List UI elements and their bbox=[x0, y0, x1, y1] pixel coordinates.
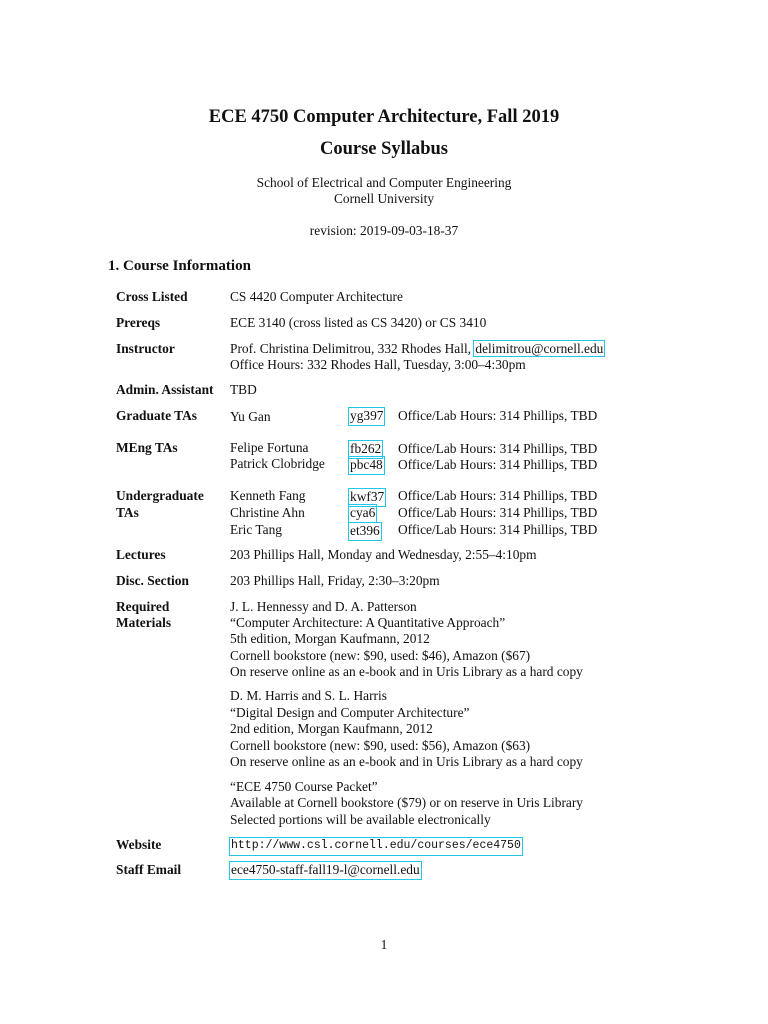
ta-netid-link[interactable]: cya6 bbox=[350, 505, 376, 520]
admin-label: Admin. Assistant bbox=[116, 382, 214, 397]
ugrad-tas-label-line2: TAs bbox=[116, 505, 139, 520]
grad-tas-label: Graduate TAs bbox=[116, 408, 197, 423]
instructor-email-link[interactable]: delimitrou@cornell.edu bbox=[475, 341, 604, 356]
course-subtitle: Course Syllabus bbox=[320, 139, 448, 159]
ugrad-tas-label-line1: Undergraduate bbox=[116, 488, 204, 503]
cross-listed-value: CS 4420 Computer Architecture bbox=[230, 289, 403, 304]
ta-name: Felipe Fortuna bbox=[230, 440, 309, 455]
book2-line: D. M. Harris and S. L. Harris bbox=[230, 688, 387, 703]
ta-netid-link[interactable]: et396 bbox=[350, 523, 380, 538]
revision-text: revision: 2019-09-03-18-37 bbox=[309, 223, 459, 238]
instructor-label: Instructor bbox=[116, 341, 175, 356]
ta-name: Kenneth Fang bbox=[230, 488, 306, 503]
instructor-office-hours: Office Hours: 332 Rhodes Hall, Tuesday, 3:00–4:30pm bbox=[230, 357, 526, 372]
prereqs-label: Prereqs bbox=[116, 315, 161, 330]
website-link[interactable]: http://www.csl.cornell.edu/courses/ece4750 bbox=[230, 838, 522, 855]
lectures-label: Lectures bbox=[116, 547, 166, 562]
ta-name: Patrick Clobridge bbox=[230, 456, 325, 471]
book1-line: J. L. Hennessy and D. A. Patterson bbox=[230, 599, 417, 614]
ta-hours: Office/Lab Hours: 314 Phillips, TBD bbox=[398, 522, 598, 537]
ta-hours: Office/Lab Hours: 314 Phillips, TBD bbox=[398, 505, 598, 520]
book1-line: 5th edition, Morgan Kaufmann, 2012 bbox=[230, 631, 430, 646]
book2-line: On reserve online as an e-book and in Uris Library as a hard copy bbox=[230, 754, 583, 769]
book2-line: 2nd edition, Morgan Kaufmann, 2012 bbox=[230, 721, 433, 736]
section-heading: 1. Course Information bbox=[108, 258, 251, 274]
ta-hours: Office/Lab Hours: 314 Phillips, TBD bbox=[398, 408, 598, 423]
instructor-line1 bbox=[230, 341, 604, 358]
book1-line: Cornell bookstore (new: $90, used: $46), Amazon ($67) bbox=[230, 648, 531, 663]
ta-name: Yu Gan bbox=[230, 409, 271, 424]
university-name: Cornell University bbox=[333, 191, 435, 206]
course-title: ECE 4750 Computer Architecture, Fall 2019 bbox=[208, 107, 560, 127]
ta-hours: Office/Lab Hours: 314 Phillips, TBD bbox=[398, 488, 598, 503]
admin-value: TBD bbox=[230, 382, 257, 397]
staff-email-label: Staff Email bbox=[116, 862, 182, 877]
materials-label-line1: Required bbox=[116, 599, 170, 614]
meng-tas-label: MEng TAs bbox=[116, 440, 178, 455]
cross-listed-label: Cross Listed bbox=[116, 289, 188, 304]
ta-netid-link[interactable]: fb262 bbox=[350, 441, 382, 456]
materials-label-line2: Materials bbox=[116, 615, 172, 630]
disc-section-label: Disc. Section bbox=[116, 573, 189, 588]
book1-line: “Computer Architecture: A Quantitative Approach” bbox=[230, 615, 506, 630]
book3-line: “ECE 4750 Course Packet” bbox=[230, 779, 378, 794]
ta-netid-link[interactable]: yg397 bbox=[350, 408, 384, 423]
ta-name: Christine Ahn bbox=[230, 505, 305, 520]
staff-email-link[interactable]: ece4750-staff-fall19-l@cornell.edu bbox=[231, 862, 420, 877]
ta-hours: Office/Lab Hours: 314 Phillips, TBD bbox=[398, 441, 598, 456]
ta-netid-link[interactable]: pbc48 bbox=[350, 457, 383, 472]
prereqs-value: ECE 3140 (cross listed as CS 3420) or CS 3410 bbox=[230, 315, 487, 330]
ta-hours: Office/Lab Hours: 314 Phillips, TBD bbox=[398, 457, 598, 472]
book2-line: Cornell bookstore (new: $90, used: $56), Amazon ($63) bbox=[230, 738, 531, 753]
lectures-value: 203 Phillips Hall, Monday and Wednesday, 2:55–4:10pm bbox=[230, 547, 537, 562]
page-number: 1 bbox=[380, 937, 388, 952]
book3-line: Available at Cornell bookstore ($79) or on reserve in Uris Library bbox=[230, 795, 584, 810]
book3-line: Selected portions will be available electronically bbox=[230, 812, 491, 827]
school-name: School of Electrical and Computer Engineering bbox=[256, 175, 512, 190]
ta-netid-link[interactable]: kwf37 bbox=[350, 489, 385, 504]
book2-line: “Digital Design and Computer Architecture” bbox=[230, 705, 470, 720]
disc-section-value: 203 Phillips Hall, Friday, 2:30–3:20pm bbox=[230, 573, 440, 588]
website-label: Website bbox=[116, 837, 162, 852]
instructor-name-office: Prof. Christina Delimitrou, 332 Rhodes Hall, bbox=[230, 341, 472, 356]
book1-line: On reserve online as an e-book and in Uris Library as a hard copy bbox=[230, 664, 583, 679]
ta-name: Eric Tang bbox=[230, 522, 282, 537]
